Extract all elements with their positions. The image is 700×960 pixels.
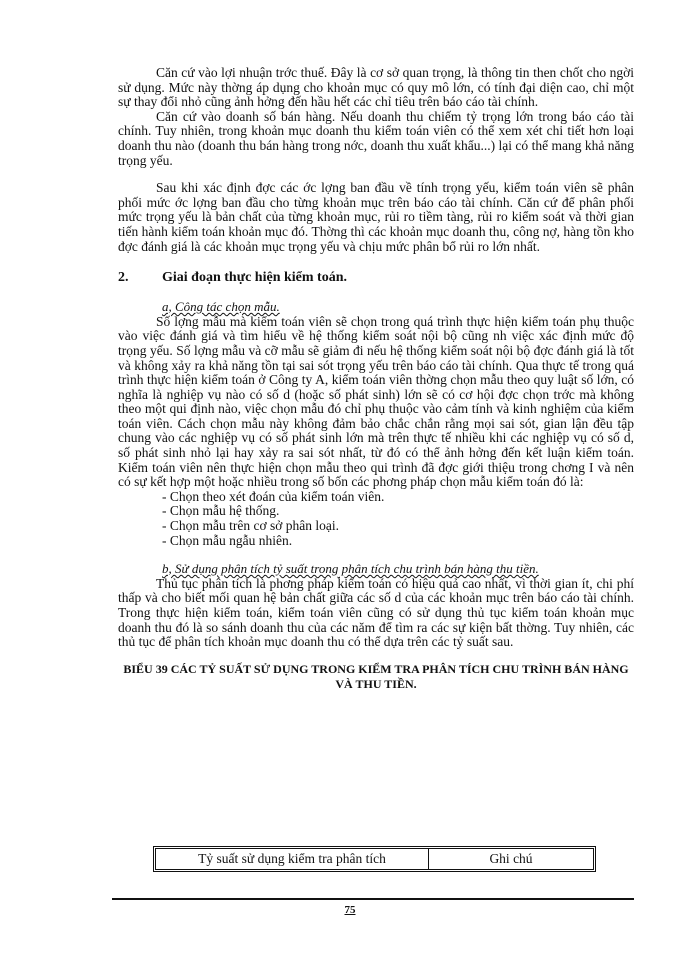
- paragraph-sampling: Số lợng mẫu mà kiểm toán viên sẽ chọn trong quá trình thực hiện kiểm toán phụ thuộc vào việc đánh giá và tìm hiểu về hệ thống kiểm soát nội bộ cũng nh việc xác định mức độ trọng yếu. Số lợng mẫu và cỡ mẫu sẽ giảm đi nếu hệ thống kiểm soát nội bộ đợc đánh giá là tốt và không xảy ra khả năng tồn tại sai sót trọng yếu trên báo cáo tài chính. Qua thực tế trong quá trình thực hiện kiểm toán ở Công ty A, kiểm toán viên thờng chọn mẫu theo quy luật số lớn, có nghĩa là nghiệp vụ nào có số d (hoặc số phát sinh) lớn sẽ có cơ hội đợc chọn trớc mà không theo một qui định nào, việc chọn mẫu đó chỉ phụ thuộc vào cảm tính và kinh nghiệm của kiểm toán viên. Cách chọn mẫu này không đảm bảo chắc chắn rằng mọi sai sót, gian lận đều tập chung vào các nghiệp vụ có số phát sinh lớn mà trên thực tế nhiều khi các nghiệp vụ có số d, số phát sinh nhỏ lại hay xảy ra sai sót nhất, từ đó có thể ảnh hởng đến kết luận kiểm toán. Kiểm toán viên nên thực hiện chọn mẫu theo qui trình đã đợc giới thiệu trong chơng I và nên có sự kết hợp một hoặc nhiều trong số bốn các phơng pháp chọn mẫu kiểm toán đó là:: [118, 313, 634, 490]
- section-title: Giai đoạn thực hiện kiểm toán.: [162, 270, 347, 286]
- table-header-note: Ghi chú: [489, 851, 533, 866]
- paragraph-sales-basis: Căn cứ vào doanh số bán hàng. Nếu doanh thu chiếm tỷ trọng lớn trong báo cáo tài chính. Tuy nhiên, trong khoản mục doanh thu kiểm toán viên có thể xem xét chi tiết hơn loại doanh thu nào (doanh thu bán hàng trong nớc, doanh thu xuất khẩu...) lại có thể mang khả năng trọng yếu.: [118, 108, 634, 168]
- subheading-sampling: a, Công tác chọn mẫu.: [162, 299, 280, 315]
- list-item: - Chọn mẫu trên cơ sở phân loại.: [162, 518, 339, 534]
- paragraph-materiality-allocation: Sau khi xác định đợc các ớc lợng ban đầu về tính trọng yếu, kiểm toán viên sẽ phân phối mức ớc lợng ban đầu cho từng khoản mục trên báo cáo tài chính. Căn cứ để phân phối mức trọng yếu là bản chất của từng khoản mục, rủi ro tiềm tàng, rủi ro kiểm soát và thời gian tiến hành kiểm toán khoản mục đó. Thờng thì các khoản mục doanh thu, công nợ, hàng tồn kho đợc đánh giá là các khoản mục trọng yếu và chịu mức phân bổ rủi ro lớn nhất.: [118, 180, 634, 254]
- list-item: - Chọn theo xét đoán của kiểm toán viên.: [162, 488, 385, 504]
- paragraph-ratio-analysis: Thủ tục phân tích là phơng pháp kiểm toán có hiệu quả cao nhất, vì thời gian ít, chi phí thấp và cho biết mối quan hệ bản chất giữa các số d của các khoản mục trên báo cáo tài chính. Trong thực hiện kiểm toán, kiểm toán viên cũng có sử dụng thủ tục kiểm toán khoản mục doanh thu đó là so sánh doanh thu của các năm để tìm ra các sự kiện bất thờng. Tuy nhiên, các thủ tục để phân tích khoản mục doanh thu có thể dựa trên các tỷ suất sau.: [118, 575, 634, 650]
- ratio-table-header: [153, 846, 596, 872]
- section-number: 2.: [118, 270, 129, 286]
- page-number: 75: [344, 904, 356, 916]
- list-item: - Chọn mẫu hệ thống.: [162, 503, 280, 519]
- page-body: [118, 66, 634, 692]
- paragraph-profit-basis: Căn cứ vào lợi nhuận trớc thuế. Đây là cơ sở quan trọng, là thông tin then chốt cho ngời sử dụng. Mức này thờng áp dụng cho khoản mục có quy mô lớn, có tính đại diện cao, chỉ một sự thay đổi nhỏ cũng ảnh hởng đến hầu hết các chỉ tiêu trên báo cáo tài chính.: [118, 65, 634, 110]
- table-header-ratio: Tỷ suất sử dụng kiểm tra phân tích: [156, 849, 429, 869]
- list-item: - Chọn mẫu ngẫu nhiên.: [162, 532, 293, 548]
- footer-rule: [112, 898, 634, 900]
- table-caption: BIỂU 39 CÁC TỶ SUẤT SỬ DỤNG TRONG KIỂM TRA PHÂN TÍCH CHU TRÌNH BÁN HÀNG VÀ THU TIỀN.: [123, 661, 629, 691]
- subheading-ratio-analysis: b, Sử dụng phân tích tỷ suất trong phân tích chu trình bán hàng thu tiền.: [162, 561, 539, 577]
- section-heading: [118, 270, 634, 286]
